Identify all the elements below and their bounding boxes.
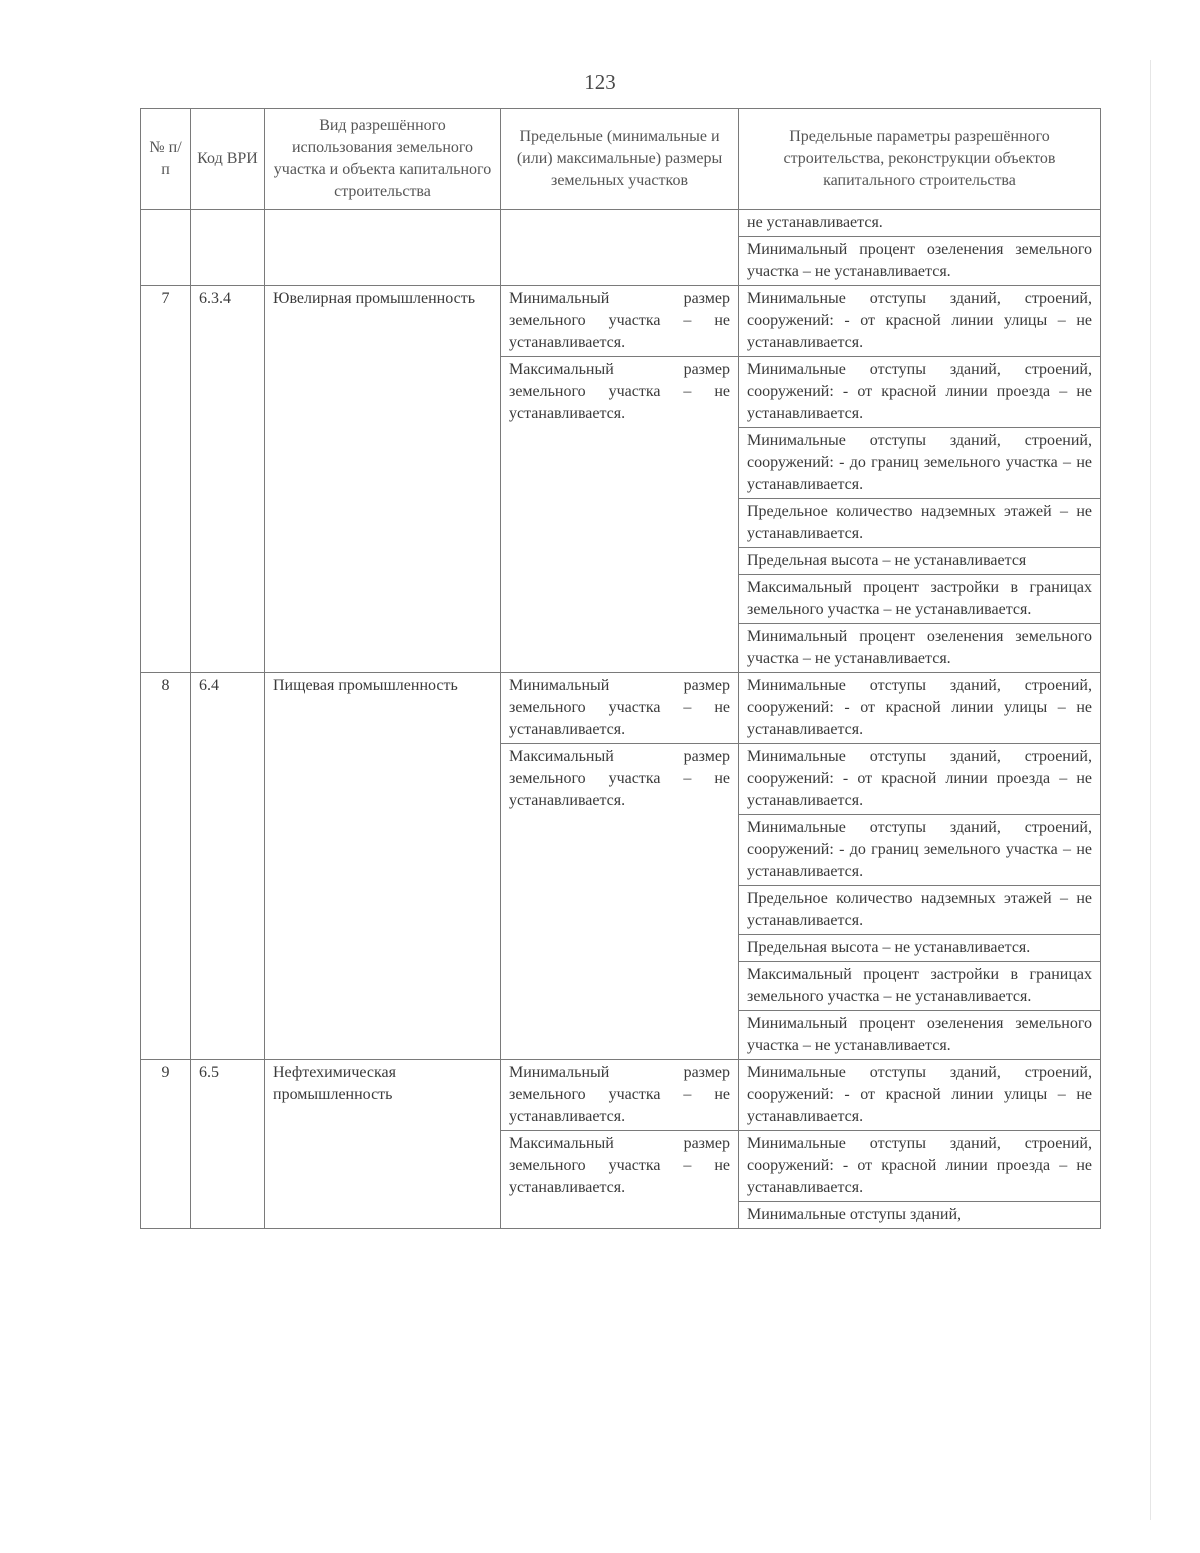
header-code: Код ВРИ <box>191 109 265 210</box>
table-header-row <box>141 109 1101 210</box>
table-row <box>141 1060 1101 1131</box>
param-cell: Предельная высота – не устанавливается <box>739 548 1101 575</box>
row-code: 6.5 <box>191 1060 265 1229</box>
param-cell: Минимальный процент озеленения земельного участка – не устанавливается. <box>739 1011 1101 1060</box>
param-cell: Предельное количество надземных этажей – не устанавливается. <box>739 499 1101 548</box>
param-cell: Минимальные отступы зданий, строений, сооружений: - от красной линии улицы – не устанавливается. <box>739 1060 1101 1131</box>
row-number: 9 <box>141 1060 191 1229</box>
row-use: Нефтехимическая промышленность <box>265 1060 501 1229</box>
row-use: Пищевая промышленность <box>265 673 501 1060</box>
page-number: 123 <box>584 70 616 94</box>
regulations-table <box>140 108 1101 1229</box>
row-number: 8 <box>141 673 191 1060</box>
param-cell: Максимальный процент застройки в границах земельного участка – не устанавливается. <box>739 962 1101 1011</box>
min-size-cell: Минимальный размер земельного участка – не устанавливается. <box>501 286 739 357</box>
param-cell: Минимальные отступы зданий, строений, сооружений: - от красной линии проезда – не устанавливается. <box>739 1131 1101 1202</box>
continuation-code <box>191 210 265 286</box>
param-cell: Максимальный процент застройки в границах земельного участка – не устанавливается. <box>739 575 1101 624</box>
header-sizes: Предельные (минимальные и (или) максимальные) размеры земельных участков <box>501 109 739 210</box>
param-cell: Минимальные отступы зданий, строений, сооружений: - до границ земельного участка – не устанавливается. <box>739 428 1101 499</box>
param-cell: Минимальные отступы зданий, строений, сооружений: - от красной линии проезда – не устанавливается. <box>739 744 1101 815</box>
continuation-row <box>141 210 1101 237</box>
continuation-num <box>141 210 191 286</box>
param-cell: Минимальные отступы зданий, строений, сооружений: - от красной линии улицы – не устанавливается. <box>739 673 1101 744</box>
row-code: 6.4 <box>191 673 265 1060</box>
param-cell: Минимальные отступы зданий, <box>739 1202 1101 1229</box>
min-size-cell: Минимальный размер земельного участка – не устанавливается. <box>501 673 739 744</box>
row-code: 6.3.4 <box>191 286 265 673</box>
continuation-use <box>265 210 501 286</box>
header-params: Предельные параметры разрешённого строительства, реконструкции объектов капитального строительства <box>739 109 1101 210</box>
continuation-sizes <box>501 210 739 286</box>
min-size-cell: Минимальный размер земельного участка – не устанавливается. <box>501 1060 739 1131</box>
table-row <box>141 286 1101 357</box>
max-size-cell: Максимальный размер земельного участка – не устанавливается. <box>501 357 739 673</box>
row-number: 7 <box>141 286 191 673</box>
table-row <box>141 673 1101 744</box>
header-num: № п/п <box>141 109 191 210</box>
param-cell: Минимальный процент озеленения земельного участка – не устанавливается. <box>739 237 1101 286</box>
max-size-cell: Максимальный размер земельного участка – не устанавливается. <box>501 744 739 1060</box>
max-size-cell: Максимальный размер земельного участка – не устанавливается. <box>501 1131 739 1229</box>
scan-edge <box>1150 60 1157 1520</box>
param-cell: Предельная высота – не устанавливается. <box>739 935 1101 962</box>
header-use: Вид разрешённого использования земельного участка и объекта капитального строительства <box>265 109 501 210</box>
param-cell: Предельное количество надземных этажей – не устанавливается. <box>739 886 1101 935</box>
param-cell: Минимальные отступы зданий, строений, сооружений: - от красной линии проезда – не устанавливается. <box>739 357 1101 428</box>
param-cell: Минимальные отступы зданий, строений, сооружений: - до границ земельного участка – не устанавливается. <box>739 815 1101 886</box>
param-cell: не устанавливается. <box>739 210 1101 237</box>
row-use: Ювелирная промышленность <box>265 286 501 673</box>
param-cell: Минимальные отступы зданий, строений, сооружений: - от красной линии улицы – не устанавливается. <box>739 286 1101 357</box>
param-cell: Минимальный процент озеленения земельного участка – не устанавливается. <box>739 624 1101 673</box>
